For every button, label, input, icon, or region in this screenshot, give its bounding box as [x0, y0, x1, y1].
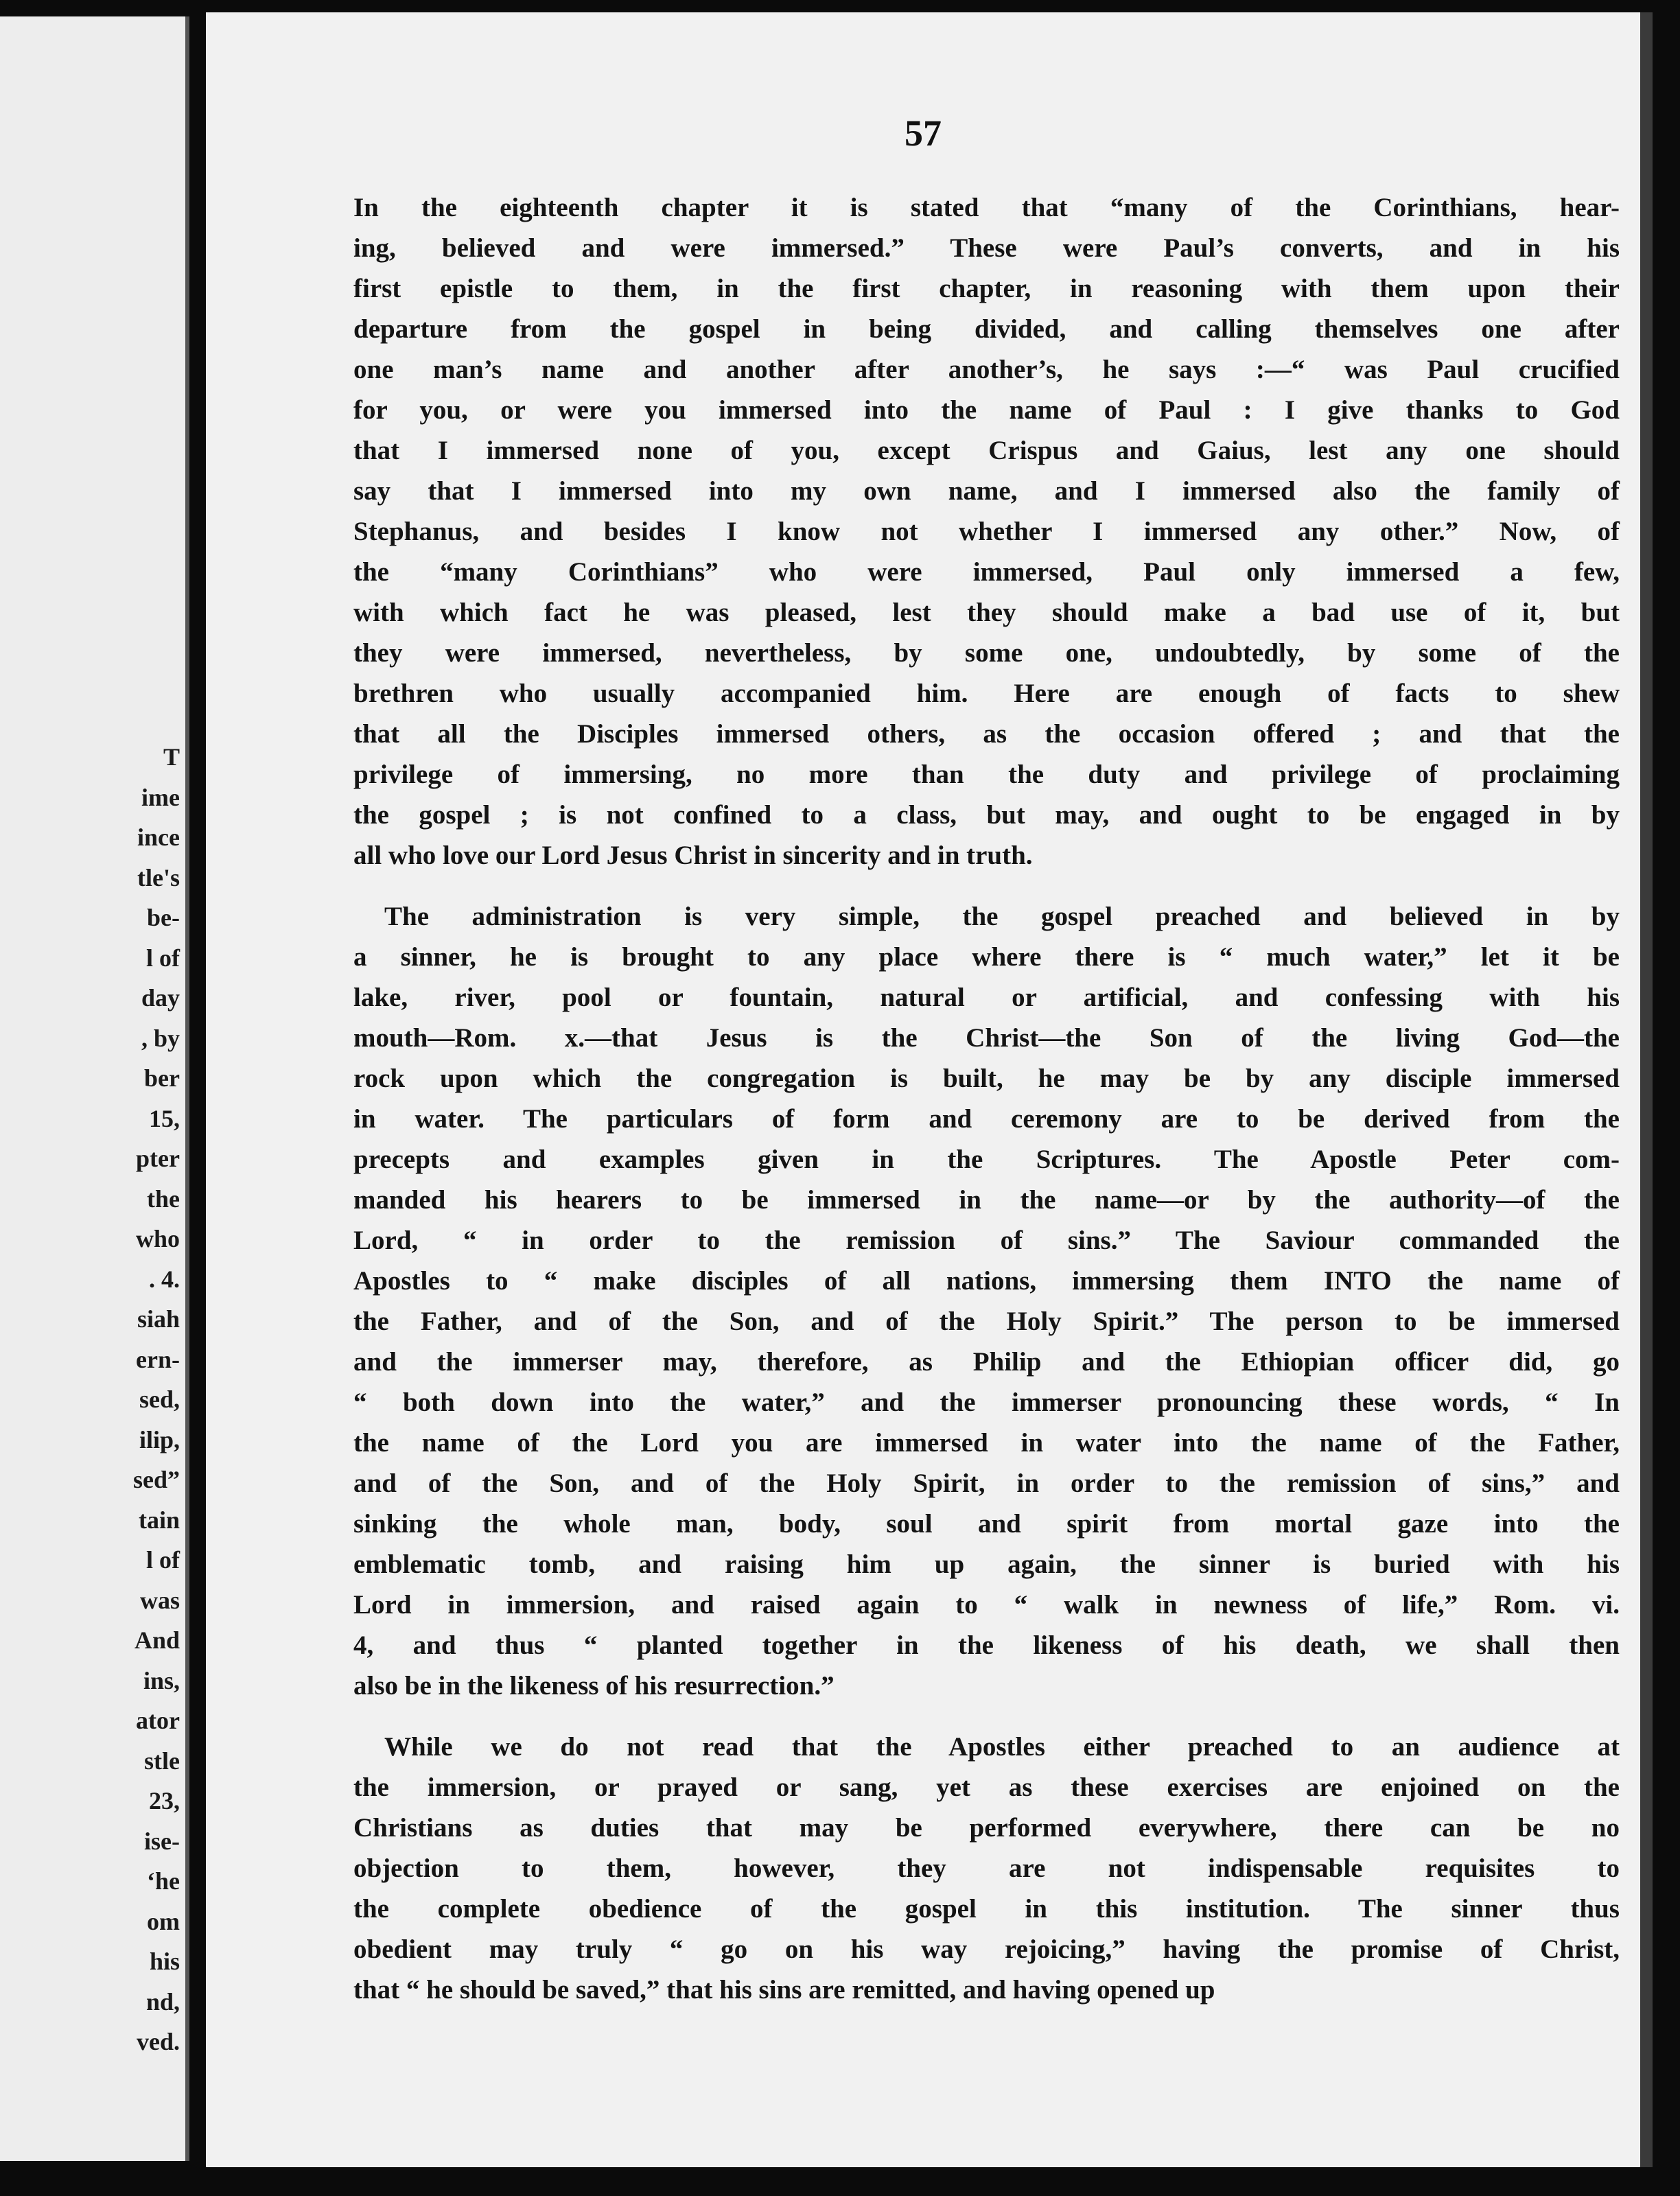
- text-line: the gospel ; is not confined to a class, but may, and ought to be engaged in by: [353, 800, 1620, 830]
- fragment-line: pter: [136, 1145, 180, 1172]
- text-line: objection to them, however, they are not indispensable requisites to: [353, 1854, 1620, 1883]
- fragment-line: ince: [137, 824, 180, 851]
- text-line: Lord, “ in order to the remission of sins.” The Saviour commanded the: [353, 1226, 1620, 1255]
- fragment-line: siah: [137, 1305, 180, 1333]
- page-body: [353, 187, 1620, 2031]
- fragment-line: ved.: [137, 2028, 180, 2055]
- fragment-line: the: [147, 1184, 180, 1213]
- page-edge-shadow: [1640, 12, 1653, 2167]
- paragraph: [353, 896, 1620, 1706]
- fragment-line: ilip,: [139, 1425, 180, 1453]
- book-page: [206, 12, 1640, 2167]
- text-line: departure from the gospel in being divided, and calling themselves one after: [353, 314, 1620, 344]
- text-line: for you, or were you immersed into the name of Paul : I give thanks to God: [353, 395, 1620, 425]
- fragment-line: . 4.: [149, 1265, 180, 1293]
- text-line: say that I immersed into my own name, and I immersed also the family of: [353, 476, 1620, 506]
- fragment-line: tain: [138, 1506, 180, 1534]
- fragment-line: ern-: [136, 1345, 180, 1373]
- text-line: a sinner, he is brought to any place where there is “ much water,” let it be: [353, 942, 1620, 972]
- fragment-line: be-: [147, 904, 180, 931]
- text-line: The administration is very simple, the gospel preached and believed in by: [384, 902, 1620, 931]
- previous-page-edge: [0, 16, 189, 2161]
- text-line: the immersion, or prayed or sang, yet as these exercises are enjoined on the: [353, 1773, 1620, 1802]
- text-line: first epistle to them, in the first chapter, in reasoning with them upon their: [353, 274, 1620, 303]
- fragment-line: ber: [144, 1064, 180, 1092]
- fragment-line: l of: [146, 1546, 180, 1574]
- text-line: that all the Disciples immersed others, as the occasion offered ; and that the: [353, 719, 1620, 749]
- text-line: In the eighteenth chapter it is stated that “many of the Corinthians, hear-: [353, 193, 1620, 222]
- fragment-line: ime: [141, 783, 180, 811]
- fragment-line: sed,: [139, 1386, 180, 1413]
- text-line: all who love our Lord Jesus Christ in sincerity and in truth.: [353, 841, 1033, 870]
- text-line: Lord in immersion, and raised again to “ walk in newness of life,” Rom. vi.: [353, 1590, 1620, 1620]
- fragment-line: tle's: [137, 863, 180, 891]
- paragraph: [353, 187, 1620, 876]
- text-line: that “ he should be saved,” that his sins are remitted, and having opened up: [353, 1975, 1215, 2005]
- text-line: mouth—Rom. x.—that Jesus is the Christ—the Son of the living God—the: [353, 1023, 1620, 1053]
- text-line: one man’s name and another after another’s, he says :—“ was Paul crucified: [353, 355, 1620, 384]
- fragment-line: sed”: [132, 1466, 180, 1493]
- text-line: 4, and thus “ planted together in the likeness of his death, we shall then: [353, 1631, 1620, 1660]
- page-number: 57: [905, 113, 942, 154]
- text-line: lake, river, pool or fountain, natural or artificial, and confessing with his: [353, 983, 1620, 1012]
- text-line: they were immersed, nevertheless, by some one, undoubtedly, by some of the: [353, 638, 1620, 668]
- fragment-line: 23,: [149, 1787, 180, 1814]
- fragment-line: T: [163, 743, 180, 771]
- text-line: the name of the Lord you are immersed in water into the name of the Father,: [353, 1428, 1620, 1458]
- text-line: the Father, and of the Son, and of the Holy Spirit.” The person to be immersed: [353, 1307, 1620, 1336]
- text-line: privilege of immersing, no more than the duty and privilege of proclaiming: [353, 760, 1620, 789]
- fragment-line: was: [139, 1586, 180, 1614]
- text-line: brethren who usually accompanied him. Here are enough of facts to shew: [353, 679, 1620, 708]
- fragment-line: ator: [136, 1707, 180, 1734]
- text-line: While we do not read that the Apostles either preached to an audience at: [384, 1732, 1620, 1762]
- text-line: that I immersed none of you, except Crispus and Gaius, lest any one should: [353, 436, 1620, 465]
- text-line: precepts and examples given in the Scriptures. The Apostle Peter com-: [353, 1145, 1620, 1174]
- text-line: Stephanus, and besides I know not whether I immersed any other.” Now, of: [353, 517, 1620, 546]
- text-line: sinking the whole man, body, soul and spirit from mortal gaze into the: [353, 1509, 1620, 1539]
- text-line: manded his hearers to be immersed in the name—or by the authority—of the: [353, 1185, 1620, 1215]
- text-line: “ both down into the water,” and the immerser pronouncing these words, “ In: [353, 1388, 1620, 1417]
- text-line: rock upon which the congregation is built, he may be by any disciple immersed: [353, 1064, 1620, 1093]
- fragment-line: who: [135, 1225, 180, 1252]
- text-line: also be in the likeness of his resurrection.”: [353, 1671, 835, 1701]
- text-line: Christians as duties that may be performed everywhere, there can be no: [353, 1813, 1620, 1843]
- text-line: Apostles to “ make disciples of all nations, immersing them INTO the name of: [353, 1266, 1620, 1296]
- text-line: in water. The particulars of form and ceremony are to be derived from the: [353, 1104, 1620, 1134]
- fragment-line: l of: [146, 944, 180, 972]
- text-line: with which fact he was pleased, lest they should make a bad use of it, but: [353, 598, 1620, 627]
- text-line: and of the Son, and of the Holy Spirit, in order to the remission of sins,” and: [353, 1469, 1620, 1498]
- previous-page-text-fragments: [133, 737, 180, 2062]
- text-line: the complete obedience of the gospel in this institution. The sinner thus: [353, 1894, 1620, 1924]
- fragment-line: ise-: [144, 1827, 180, 1855]
- fragment-line: his: [149, 1948, 180, 1975]
- text-line: emblematic tomb, and raising him up again, the sinner is buried with his: [353, 1550, 1620, 1579]
- fragment-line: 15,: [149, 1104, 180, 1132]
- fragment-line: stle: [144, 1747, 180, 1775]
- fragment-line: And: [134, 1626, 180, 1654]
- text-line: and the immerser may, therefore, as Philip and the Ethiopian officer did, go: [353, 1347, 1620, 1377]
- text-line: the “many Corinthians” who were immersed, Paul only immersed a few,: [353, 557, 1620, 587]
- paragraph: [353, 1727, 1620, 2010]
- fragment-line: day: [141, 984, 180, 1012]
- text-line: ing, believed and were immersed.” These were Paul’s converts, and in his: [353, 233, 1620, 263]
- fragment-line: om: [147, 1907, 180, 1935]
- fragment-line: ‘he: [147, 1867, 180, 1895]
- fragment-line: nd,: [145, 1987, 180, 2016]
- fragment-line: , by: [141, 1024, 180, 1052]
- text-line: obedient may truly “ go on his way rejoicing,” having the promise of Christ,: [353, 1935, 1620, 1964]
- fragment-line: ins,: [143, 1666, 180, 1694]
